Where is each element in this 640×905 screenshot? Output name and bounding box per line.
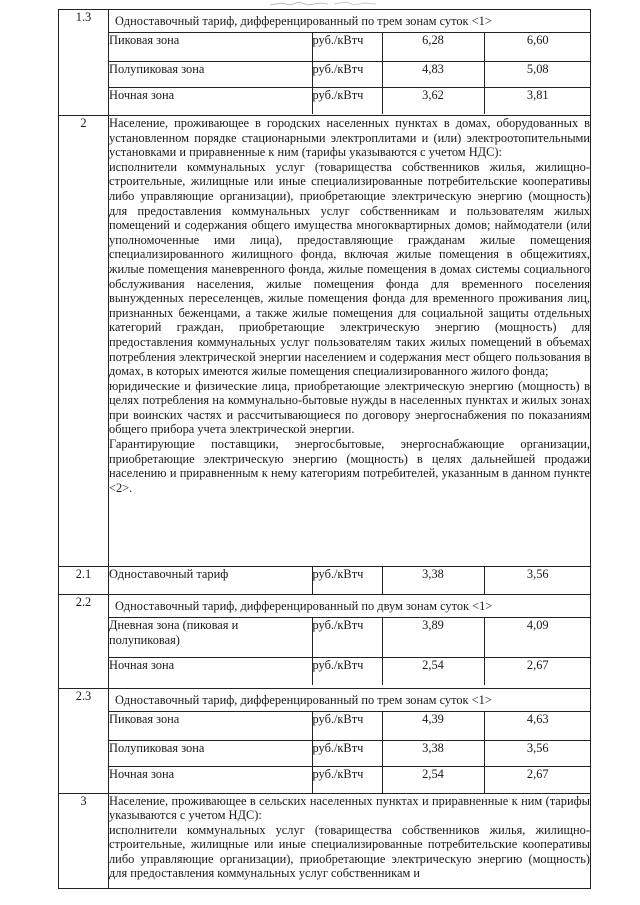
rate-value-1: 6,28 xyxy=(382,33,484,62)
unit: руб./кВтч xyxy=(312,767,382,793)
rate-value-1: 4,83 xyxy=(382,62,484,88)
rate-value-2: 4,63 xyxy=(484,712,591,741)
tariff-row xyxy=(109,767,591,793)
tariff-row xyxy=(109,62,591,88)
section-body xyxy=(109,567,591,595)
section-body xyxy=(109,116,591,567)
section-row xyxy=(59,689,591,794)
rate-value-2: 5,08 xyxy=(484,62,591,88)
unit: руб./кВтч xyxy=(312,618,382,658)
tariff-table xyxy=(58,9,591,889)
rate-value-2: 2,67 xyxy=(484,658,591,685)
zone-name: Полупиковая зона xyxy=(109,62,312,88)
paragraph: Население, проживающее в городских населенных пунктах в домах, оборудованных в установленном порядке стационарными электроплитами и (или) электроотопительными установками и приравненные к ним (тарифы указываются с учетом НДС): xyxy=(109,116,590,160)
paragraph: Гарантирующие поставщики, энергосбытовые, энергоснабжающие организации, приобретающие электрическую энергию (мощность) в целях дальнейшей продажи населению и приравненным к нему категориям потребителей, указанным в данном пункте <2>. xyxy=(109,437,590,495)
section-row xyxy=(59,116,591,567)
tariff-rows xyxy=(109,617,591,685)
zone-name: Пиковая зона xyxy=(109,33,312,62)
tariff-row xyxy=(109,618,591,658)
zone-name: Ночная зона xyxy=(109,658,312,685)
unit: руб./кВтч xyxy=(312,712,382,741)
rate-value-1: 3,89 xyxy=(382,618,484,658)
rate-value-1: 3,38 xyxy=(382,741,484,767)
unit: руб./кВтч xyxy=(312,658,382,685)
tariff-rows xyxy=(109,567,591,594)
paragraph: Население, проживающее в сельских населенных пунктах и приравненные к ним (тарифы указываются с учетом НДС): xyxy=(109,793,590,823)
section-title: Одноставочный тариф, дифференцированный по двум зонам суток <1> xyxy=(115,599,493,613)
unit: руб./кВтч xyxy=(312,567,382,594)
tariff-row xyxy=(109,88,591,114)
section-number: 2.2 xyxy=(59,595,109,689)
rate-value-2: 3,56 xyxy=(484,741,591,767)
unit: руб./кВтч xyxy=(312,88,382,114)
tariff-row xyxy=(109,712,591,741)
section-number: 1.3 xyxy=(59,10,109,116)
section-body xyxy=(109,689,591,794)
zone-name: Дневная зона (пиковая и полупиковая) xyxy=(109,618,312,658)
rate-value-1: 3,38 xyxy=(382,567,484,594)
tariff-rows xyxy=(109,32,591,114)
zone-name: Одноставочный тариф xyxy=(109,567,312,594)
unit: руб./кВтч xyxy=(312,62,382,88)
section-row xyxy=(59,793,591,888)
unit: руб./кВтч xyxy=(312,741,382,767)
scan-artifact xyxy=(268,0,378,8)
section-number: 2.3 xyxy=(59,689,109,794)
paragraph: исполнители коммунальных услуг (товарищества собственников жилья, жилищно-строительные, жилищные или иные специализированные потребительские кооперативы либо управляющие организации), приобретающие электрическую энергию (мощность) для предоставления коммунальных услуг собственникам и xyxy=(109,822,590,881)
section-number: 2 xyxy=(59,116,109,567)
zone-name: Ночная зона xyxy=(109,767,312,793)
section-number: 3 xyxy=(59,793,109,888)
tariff-rows xyxy=(109,711,591,793)
paragraph: юридические и физические лица, приобретающие электрическую энергию (мощность) в целях потребления на коммунально-бытовые нужды в населенных пунктах и жилых зонах при воинских частях и рассчитывающиеся по договору энергоснабжения по показаниям общего прибора учета электрической энергии. xyxy=(109,378,590,437)
rate-value-2: 2,67 xyxy=(484,767,591,793)
section-body xyxy=(109,10,591,116)
section-number: 2.1 xyxy=(59,567,109,595)
rate-value-2: 6,60 xyxy=(484,33,591,62)
section-row xyxy=(59,10,591,116)
rate-value-1: 2,54 xyxy=(382,658,484,685)
paragraph: исполнители коммунальных услуг (товарищества собственников жилья, жилищно-строительные, жилищные или иные специализированные потребительские кооперативы либо управляющие организации), приобретающие электрическую энергию (мощность) для предоставления коммунальных услуг собственникам и пользователям жилых помещений и содержания общего имущества многоквартирных домов; наймодатели (или уполномоченные ими лица), предоставляющие гражданам жилые помещения специализированного жилищного фонда, включая жилые помещения в общежитиях, жилые помещения маневренного фонда, жилые помещения в домах системы социального обслуживания населения, жилые помещения фонда для временного поселения вынужденных переселенцев, жилые помещения фонда для временного проживания лиц, признанных беженцами, а также жилые помещения для социальной защиты отдельных категорий граждан, приобретающие электрическую энергию (мощность) для предоставления коммунальных услуг пользователям таких жилых помещений в объемах потребления электрической энергии населением и содержания мест общего пользования в домах, в которых имеются жилые помещения специализированного жилого фонда; xyxy=(109,159,590,379)
rate-value-1: 3,62 xyxy=(382,88,484,114)
tariff-row xyxy=(109,741,591,767)
zone-name: Пиковая зона xyxy=(109,712,312,741)
rate-value-1: 2,54 xyxy=(382,767,484,793)
zone-name: Ночная зона xyxy=(109,88,312,114)
section-body xyxy=(109,595,591,689)
rate-value-1: 4,39 xyxy=(382,712,484,741)
unit: руб./кВтч xyxy=(312,33,382,62)
rate-value-2: 4,09 xyxy=(484,618,591,658)
section-body xyxy=(109,793,591,888)
section-title: Одноставочный тариф, дифференцированный по трем зонам суток <1> xyxy=(115,693,492,707)
zone-name: Полупиковая зона xyxy=(109,741,312,767)
rate-value-2: 3,81 xyxy=(484,88,591,114)
tariff-row xyxy=(109,658,591,685)
section-row xyxy=(59,567,591,595)
tariff-row xyxy=(109,567,591,594)
tariff-row xyxy=(109,33,591,62)
rate-value-2: 3,56 xyxy=(484,567,591,594)
section-row xyxy=(59,595,591,689)
section-title: Одноставочный тариф, дифференцированный по трем зонам суток <1> xyxy=(115,14,492,28)
